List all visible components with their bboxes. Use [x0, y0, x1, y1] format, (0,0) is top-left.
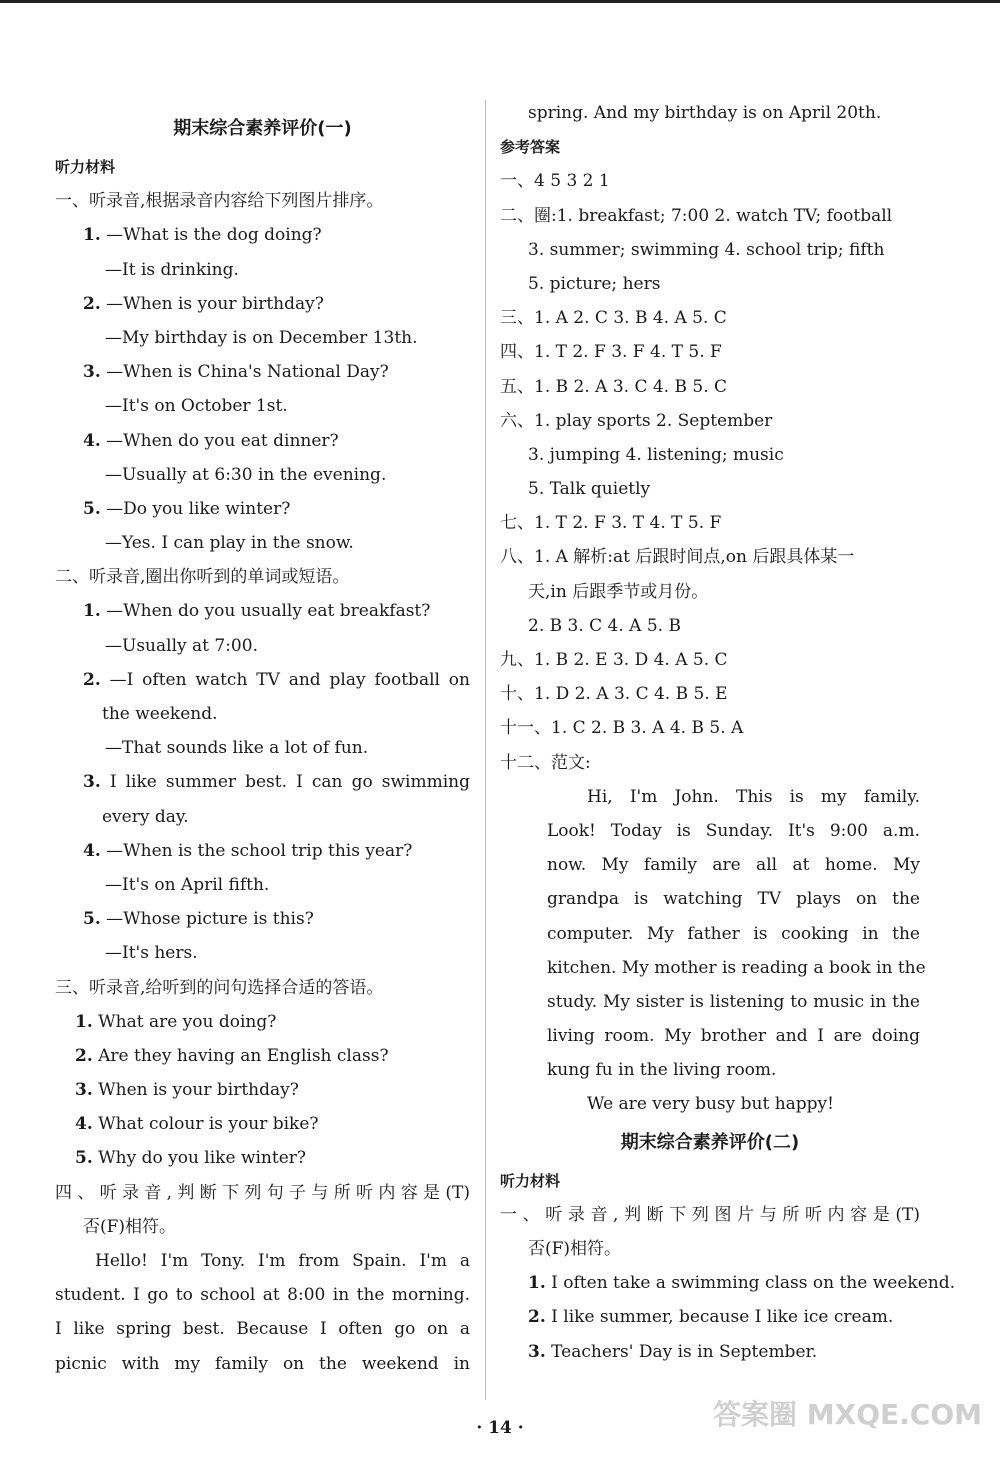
- text-line: [500, 404, 920, 438]
- line-text: 否(F)相符。: [83, 1216, 177, 1237]
- line-text: kitchen. My mother is reading a book in the: [547, 957, 926, 978]
- item-number: 4.: [83, 840, 101, 861]
- line-text: —When do you eat dinner?: [106, 430, 339, 451]
- item-number: 2.: [75, 1045, 93, 1066]
- page-number: · 14 ·: [476, 1418, 524, 1438]
- text-line: [500, 1335, 920, 1369]
- line-text: 五、1. B 2. A 3. C 4. B 5. C: [500, 376, 728, 397]
- line-text: Teachers' Day is in September.: [551, 1341, 818, 1362]
- text-line: [55, 458, 470, 492]
- line-text: 3. jumping 4. listening; music: [528, 444, 784, 465]
- text-line: [55, 526, 470, 560]
- item-number: 1.: [83, 601, 101, 622]
- item-number: 3.: [83, 772, 101, 793]
- text-line: [500, 1087, 920, 1121]
- text-line: [55, 902, 470, 936]
- line-text: —I often watch TV and play football on: [109, 669, 470, 690]
- text-line: [500, 643, 920, 677]
- text-line: [500, 711, 920, 745]
- line-text: What are you doing?: [98, 1011, 277, 1032]
- text-line: [55, 218, 470, 252]
- line-text: 期末综合素养评价(二): [620, 1131, 800, 1153]
- text-line: [500, 1198, 920, 1232]
- text-line: [500, 164, 920, 198]
- item-number: 2.: [83, 669, 101, 690]
- item-number: 3.: [83, 362, 101, 383]
- text-line: [55, 765, 470, 799]
- line-text: living room. My brother and I are doing: [547, 1026, 920, 1047]
- line-text: —Whose picture is this?: [106, 909, 314, 930]
- text-line: [500, 1053, 920, 1087]
- line-text: I often take a swimming class on the weekend.: [551, 1273, 955, 1294]
- item-number: 5.: [75, 1148, 93, 1169]
- text-line: [55, 629, 470, 663]
- text-line: [55, 355, 470, 389]
- item-number: 1.: [75, 1011, 93, 1032]
- right-column: [500, 96, 955, 1369]
- line-text: grandpa is watching TV plays on the: [547, 889, 920, 910]
- text-line: [55, 834, 470, 868]
- line-text: 九、1. B 2. E 3. D 4. A 5. C: [500, 650, 728, 670]
- text-line: [500, 301, 920, 335]
- text-line: [500, 267, 920, 301]
- line-text: —It's on April fifth.: [105, 874, 270, 895]
- text-line: [500, 233, 920, 267]
- text-line: [500, 951, 926, 985]
- line-text: 三、听录音,给听到的问句选择合适的答语。: [55, 977, 384, 998]
- section-heading: [500, 130, 920, 164]
- item-number: 1.: [83, 225, 101, 246]
- line-text: Why do you like winter?: [98, 1148, 307, 1169]
- line-text: —When is the school trip this year?: [106, 840, 413, 861]
- item-number: 4.: [83, 430, 101, 451]
- text-line: [55, 936, 470, 970]
- text-line: [500, 1266, 955, 1300]
- text-line: [55, 868, 470, 902]
- line-text: now. My family are all at home. My: [547, 855, 920, 876]
- line-text: 2. B 3. C 4. A 5. B: [528, 615, 681, 636]
- line-text: 六、1. play sports 2. September: [500, 410, 773, 431]
- line-text: 5. Talk quietly: [528, 479, 651, 500]
- line-text: Hello! I'm Tony. I'm from Spain. I'm a: [95, 1251, 470, 1271]
- line-text: the weekend.: [102, 704, 218, 724]
- text-line: [55, 389, 470, 423]
- line-text: every day.: [102, 806, 189, 827]
- line-text: 期末综合素养评价(一): [173, 118, 352, 139]
- line-text: 二、听录音,圈出你听到的单词或短语。: [55, 567, 350, 588]
- text-line: [500, 506, 920, 540]
- section-heading: [500, 1164, 920, 1198]
- line-text: kung fu in the living room.: [547, 1060, 777, 1081]
- text-line: [55, 697, 470, 731]
- left-column: [55, 108, 470, 1381]
- line-text: When is your birthday?: [98, 1080, 299, 1101]
- text-line: [55, 321, 470, 355]
- text-line: [500, 882, 920, 916]
- item-number: 4.: [75, 1114, 93, 1135]
- text-line: [55, 492, 470, 526]
- line-text: We are very busy but happy!: [587, 1094, 834, 1115]
- text-line: [55, 1005, 470, 1039]
- line-text: 十一、1. C 2. B 3. A 4. B 5. A: [500, 718, 744, 739]
- line-text: —Yes. I can play in the snow.: [105, 533, 354, 554]
- item-number: 5.: [83, 498, 101, 519]
- text-line: [500, 780, 920, 814]
- line-text: 二、圈:1. breakfast; 7:00 2. watch TV; football: [500, 205, 893, 226]
- text-line: [55, 1039, 470, 1073]
- text-line: [500, 609, 920, 643]
- text-line: [500, 335, 920, 369]
- text-line: [55, 1244, 470, 1278]
- text-line: [55, 971, 470, 1005]
- line-text: —Usually at 6:30 in the evening.: [105, 464, 387, 485]
- text-line: [500, 1232, 920, 1266]
- text-line: [500, 677, 920, 711]
- text-line: [55, 731, 470, 765]
- line-text: 四、1. T 2. F 3. F 4. T 5. F: [500, 342, 722, 363]
- text-line: [500, 96, 920, 130]
- line-text: 七、1. T 2. F 3. T 4. T 5. F: [500, 513, 722, 534]
- line-text: student. I go to school at 8:00 in the morning.: [55, 1285, 470, 1306]
- line-text: —That sounds like a lot of fun.: [105, 738, 369, 759]
- text-line: [500, 370, 920, 404]
- line-text: —It is drinking.: [105, 259, 239, 280]
- text-line: [500, 1300, 920, 1334]
- section-heading: [55, 150, 470, 184]
- line-text: —It's on October 1st.: [105, 396, 288, 417]
- text-line: [55, 1176, 470, 1210]
- line-text: Are they having an English class?: [98, 1045, 389, 1066]
- line-text: 5. picture; hers: [528, 273, 661, 294]
- text-line: [500, 199, 920, 233]
- text-line: [55, 1141, 470, 1175]
- column-divider: [485, 100, 486, 1400]
- text-line: [55, 184, 470, 218]
- text-line: [55, 1312, 470, 1346]
- line-text: computer. My father is cooking in the: [547, 923, 920, 944]
- text-line: [55, 1347, 470, 1381]
- line-text: —It's hers.: [105, 943, 198, 964]
- text-line: [55, 253, 470, 287]
- line-text: —Usually at 7:00.: [105, 635, 258, 656]
- page-number-value: 14: [488, 1418, 512, 1438]
- text-line: [500, 814, 920, 848]
- line-text: I like summer, because I like ice cream.: [551, 1307, 894, 1328]
- line-text: 一、4 5 3 2 1: [500, 171, 610, 192]
- line-text: —Do you like winter?: [106, 498, 291, 519]
- line-text: picnic with my family on the weekend in: [55, 1353, 470, 1374]
- line-text: Hi, I'm John. This is my family.: [587, 786, 920, 807]
- line-text: study. My sister is listening to music in the: [547, 991, 920, 1012]
- item-number: 3.: [75, 1080, 93, 1101]
- text-line: [500, 438, 920, 472]
- text-line: [55, 560, 470, 594]
- line-text: 一、听录音,判断下列图片与所听内容是(T): [500, 1204, 920, 1225]
- line-text: —What is the dog doing?: [106, 225, 322, 246]
- line-text: 十二、范文:: [500, 752, 591, 773]
- item-number: 5.: [83, 909, 101, 930]
- line-text: What colour is your bike?: [98, 1114, 319, 1135]
- line-text: I like spring best. Because I often go on a: [55, 1319, 470, 1340]
- line-text: —When is your birthday?: [106, 293, 324, 314]
- text-line: [55, 1107, 470, 1141]
- text-line: [500, 540, 920, 574]
- text-line: [500, 575, 920, 609]
- top-rule: [0, 0, 1000, 3]
- line-text: 四、听录音,判断下列句子与所听内容是(T): [55, 1182, 470, 1203]
- line-text: —When is China's National Day?: [106, 362, 389, 383]
- item-number: 2.: [83, 293, 101, 314]
- line-text: 3. summer; swimming 4. school trip; fifth: [528, 239, 885, 260]
- item-number: 3.: [528, 1341, 546, 1362]
- line-text: 天,in 后跟季节或月份。: [528, 581, 709, 602]
- line-text: 一、听录音,根据录音内容给下列图片排序。: [55, 191, 384, 212]
- item-number: 2.: [528, 1307, 546, 1328]
- text-line: [55, 1073, 470, 1107]
- text-line: [500, 848, 920, 882]
- line-text: Look! Today is Sunday. It's 9:00 a.m.: [547, 820, 920, 841]
- watermark: 答案圈 MXQE.COM: [713, 1398, 982, 1431]
- section-title: [55, 108, 470, 150]
- line-text: 否(F)相符。: [528, 1239, 622, 1259]
- text-line: [55, 800, 470, 834]
- line-text: I like summer best. I can go swimming: [109, 772, 470, 793]
- line-text: 十、1. D 2. A 3. C 4. B 5. E: [500, 684, 728, 705]
- text-line: [55, 663, 470, 697]
- line-text: —My birthday is on December 13th.: [105, 327, 418, 348]
- line-text: 听力材料: [500, 1171, 561, 1190]
- text-line: [500, 1019, 920, 1053]
- line-text: 三、1. A 2. C 3. B 4. A 5. C: [500, 308, 727, 329]
- line-text: 听力材料: [55, 158, 116, 176]
- text-line: [55, 424, 470, 458]
- section-title: [500, 1122, 920, 1164]
- text-line: [500, 985, 920, 1019]
- text-line: [500, 917, 920, 951]
- text-line: [55, 594, 470, 628]
- text-line: [55, 1210, 470, 1244]
- line-text: 八、1. A 解析:at 后跟时间点,on 后跟具体某一: [500, 547, 855, 568]
- item-number: 1.: [528, 1273, 546, 1294]
- text-line: [500, 472, 920, 506]
- text-line: [55, 287, 470, 321]
- text-line: [55, 1278, 470, 1312]
- line-text: —When do you usually eat breakfast?: [106, 601, 431, 622]
- line-text: spring. And my birthday is on April 20th.: [528, 103, 882, 123]
- text-line: [500, 746, 920, 780]
- line-text: 参考答案: [500, 138, 561, 157]
